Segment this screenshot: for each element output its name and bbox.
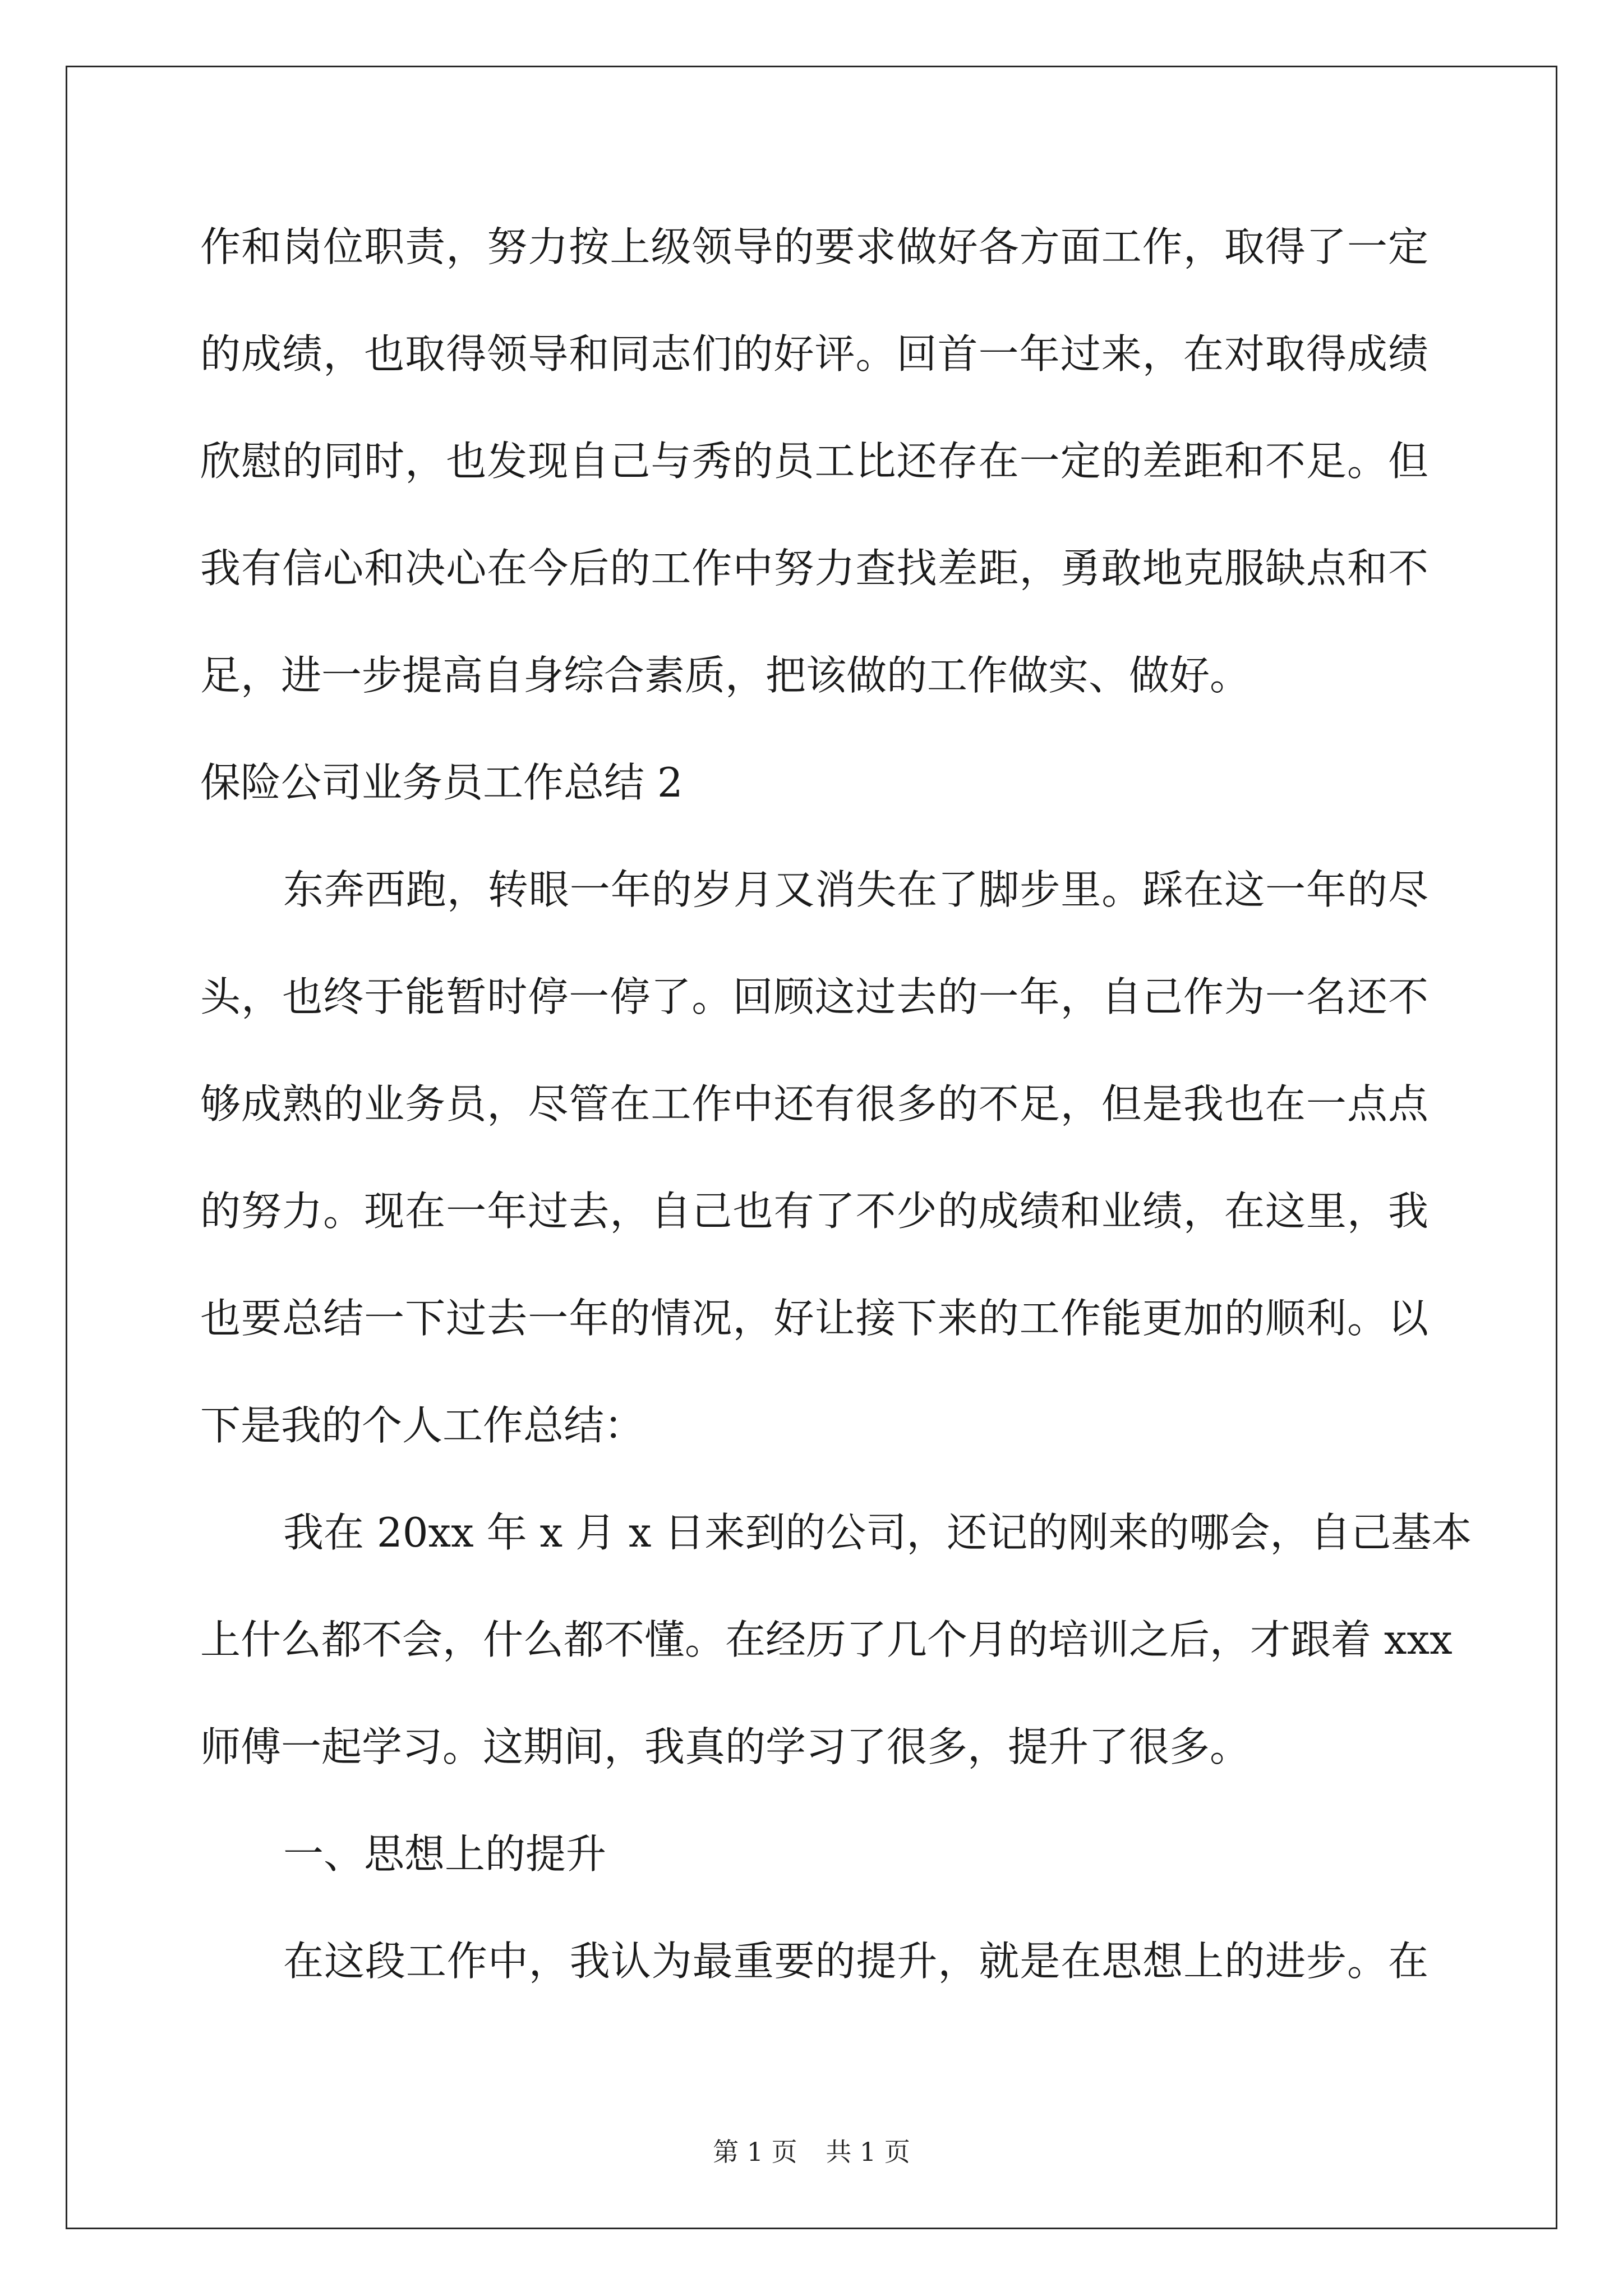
text-line-content: 我在 20xx 年 x 月 x 日来到的公司，还记的刚来的哪会，自己基本 (283, 1509, 1472, 1556)
text-line (200, 1177, 1428, 1285)
text-line-content: 够成熟的业务员，尽管在工作中还有很多的不足，但是我也在一点点 (200, 1080, 1428, 1128)
text-line-content: 的努力。现在一年过去，自己也有了不少的成绩和业绩，在这里，我 (200, 1188, 1428, 1235)
text-line-content: 上什么都不会，什么都不懂。在经历了几个月的培训之后，才跟着 xxx (200, 1616, 1453, 1663)
text-line-content: 足，进一步提高自身综合素质，把该做的工作做实、做好。 (200, 652, 1251, 699)
subsection-heading (200, 1820, 1428, 1927)
text-line (200, 213, 1428, 320)
document-body (200, 213, 1472, 2035)
page-total: 共 1 页 (826, 2137, 910, 2167)
text-line-content: 在这段工作中，我认为最重要的提升，就是在思想上的进步。在 (283, 1938, 1428, 1985)
text-line (200, 1392, 1428, 1499)
text-line-content: 东奔西跑，转眼一年的岁月又消失在了脚步里。踩在这一年的尽 (283, 866, 1428, 913)
text-line (200, 1499, 1472, 1606)
text-line (200, 1927, 1428, 2035)
section-heading (200, 749, 1428, 856)
text-line (200, 535, 1428, 642)
text-line (200, 1070, 1428, 1177)
text-line (200, 963, 1428, 1070)
text-line-content: 头，也终于能暂时停一停了。回顾这过去的一年，自己作为一名还不 (200, 973, 1428, 1020)
text-line (200, 642, 1428, 749)
page-footer (0, 2132, 1623, 2169)
text-line-content: 作和岗位职责，努力按上级领导的要求做好各方面工作，取得了一定 (200, 223, 1428, 270)
text-line-content: 的成绩，也取得领导和同志们的好评。回首一年过来，在对取得成绩 (200, 330, 1428, 378)
page-number: 第 1 页 (713, 2137, 797, 2167)
text-line-content: 也要总结一下过去一年的情况，好让接下来的工作能更加的顺利。以 (200, 1295, 1428, 1342)
text-line-content: 师傅一起学习。这期间，我真的学习了很多，提升了很多。 (200, 1723, 1251, 1770)
subsection-heading-text: 一、思想上的提升 (283, 1830, 607, 1878)
text-line (200, 1606, 1453, 1713)
text-line (200, 427, 1428, 535)
text-line (200, 320, 1428, 427)
text-line-content: 下是我的个人工作总结： (200, 1402, 645, 1449)
text-line (200, 1713, 1428, 1820)
section-heading-text: 保险公司业务员工作总结 2 (200, 759, 683, 806)
text-line-content: 我有信心和决心在今后的工作中努力查找差距，勇敢地克服缺点和不 (200, 545, 1428, 592)
text-line (200, 1285, 1428, 1392)
text-line (200, 856, 1428, 963)
text-line-content: 欣慰的同时，也发现自己与秀的员工比还存在一定的差距和不足。但 (200, 438, 1428, 485)
